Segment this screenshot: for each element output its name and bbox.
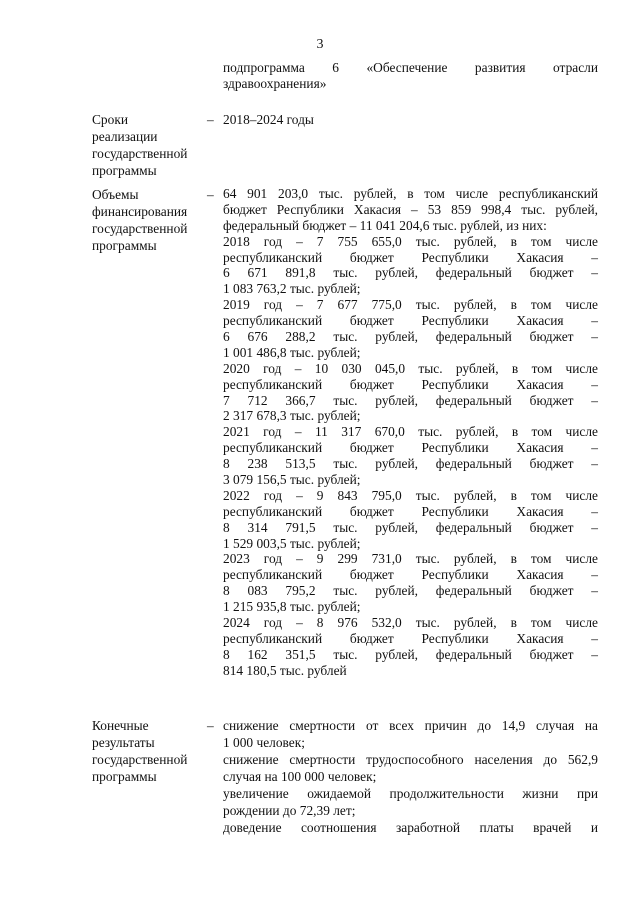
text-line: рождении до 72,39 лет; bbox=[223, 803, 356, 818]
funding-value bbox=[223, 186, 598, 679]
year-line: 1 001 486,8 тыс. рублей; bbox=[223, 344, 361, 360]
label-line: Объемы bbox=[92, 187, 139, 202]
results-value bbox=[223, 717, 598, 836]
label-line: реализации bbox=[92, 129, 158, 144]
text-line: подпрограмма 6 «Обеспечение развития отрасли bbox=[223, 60, 598, 75]
year-line: 6 671 891,8 тыс. рублей, федеральный бюджет – bbox=[223, 265, 598, 281]
year-line: 1 529 003,5 тыс. рублей; bbox=[223, 535, 361, 551]
year-line: 1 083 763,2 тыс. рублей; bbox=[223, 281, 361, 297]
text-line: увеличение ожидаемой продолжительности жизни при bbox=[223, 786, 598, 801]
year-line: 3 079 156,5 тыс. рублей; bbox=[223, 472, 361, 488]
results-dash: – bbox=[207, 718, 214, 733]
year-line: республиканский бюджет Республики Хакасия – bbox=[223, 313, 598, 329]
funding-label bbox=[92, 186, 204, 254]
text-line: 64 901 203,0 тыс. рублей, в том числе республиканский bbox=[223, 186, 598, 201]
text-line: здравоохранения» bbox=[223, 75, 327, 91]
text-line: 1 000 человек; bbox=[223, 735, 305, 750]
year-line: 2 317 678,3 тыс. рублей; bbox=[223, 408, 361, 424]
terms-label bbox=[92, 111, 204, 179]
label-line: программы bbox=[92, 163, 157, 178]
year-line: 6 676 288,2 тыс. рублей, федеральный бюджет – bbox=[223, 329, 598, 345]
year-line: 8 314 791,5 тыс. рублей, федеральный бюджет – bbox=[223, 519, 598, 535]
label-line: финансирования bbox=[92, 204, 188, 219]
funding-dash: – bbox=[207, 187, 214, 202]
text-line: федеральный бюджет – 11 041 204,6 тыс. рублей, из них: bbox=[223, 217, 547, 233]
year-line: 814 180,5 тыс. рублей bbox=[223, 662, 347, 678]
year-line: 8 238 513,5 тыс. рублей, федеральный бюджет – bbox=[223, 456, 598, 472]
year-line: 2020 год – 10 030 045,0 тыс. рублей, в том числе bbox=[223, 360, 598, 376]
year-line: республиканский бюджет Республики Хакасия – bbox=[223, 503, 598, 519]
label-line: Сроки bbox=[92, 112, 128, 127]
page-number: 3 bbox=[316, 37, 324, 52]
label-line: государственной bbox=[92, 752, 188, 767]
year-line: 2018 год – 7 755 655,0 тыс. рублей, в том числе bbox=[223, 233, 598, 249]
year-line: республиканский бюджет Республики Хакасия – bbox=[223, 630, 598, 646]
terms-dash: – bbox=[207, 112, 214, 127]
results-label bbox=[92, 717, 204, 785]
year-line: республиканский бюджет Республики Хакасия – bbox=[223, 249, 598, 265]
label-line: государственной bbox=[92, 146, 188, 161]
label-line: результаты bbox=[92, 735, 155, 750]
year-line: 8 083 795,2 тыс. рублей, федеральный бюджет – bbox=[223, 583, 598, 599]
text-line: снижение смертности трудоспособного населения до 562,9 bbox=[223, 752, 598, 767]
year-line: 7 712 366,7 тыс. рублей, федеральный бюджет – bbox=[223, 392, 598, 408]
label-line: Конечные bbox=[92, 718, 149, 733]
year-line: 2021 год – 11 317 670,0 тыс. рублей, в том числе bbox=[223, 424, 598, 440]
year-line: 2022 год – 9 843 795,0 тыс. рублей, в том числе bbox=[223, 487, 598, 503]
year-line: 2019 год – 7 677 775,0 тыс. рублей, в том числе bbox=[223, 297, 598, 313]
year-line: республиканский бюджет Республики Хакасия – bbox=[223, 440, 598, 456]
year-line: 8 162 351,5 тыс. рублей, федеральный бюджет – bbox=[223, 646, 598, 662]
subprogram-text bbox=[223, 60, 598, 92]
year-line: 1 215 935,8 тыс. рублей; bbox=[223, 599, 361, 615]
year-line: 2023 год – 9 299 731,0 тыс. рублей, в том числе bbox=[223, 551, 598, 567]
year-line: республиканский бюджет Республики Хакасия – bbox=[223, 567, 598, 583]
text-line: снижение смертности от всех причин до 14,9 случая на bbox=[223, 718, 598, 733]
text-line: доведение соотношения заработной платы врачей и bbox=[223, 820, 598, 835]
label-line: государственной bbox=[92, 221, 188, 236]
year-line: республиканский бюджет Республики Хакасия – bbox=[223, 376, 598, 392]
text-line: бюджет Республики Хакасия – 53 859 998,4 тыс. рублей, bbox=[223, 201, 598, 217]
terms-value: 2018–2024 годы bbox=[223, 112, 314, 127]
year-line: 2024 год – 8 976 532,0 тыс. рублей, в том числе bbox=[223, 615, 598, 631]
label-line: программы bbox=[92, 238, 157, 253]
text-line: случая на 100 000 человек; bbox=[223, 769, 377, 784]
label-line: программы bbox=[92, 769, 157, 784]
